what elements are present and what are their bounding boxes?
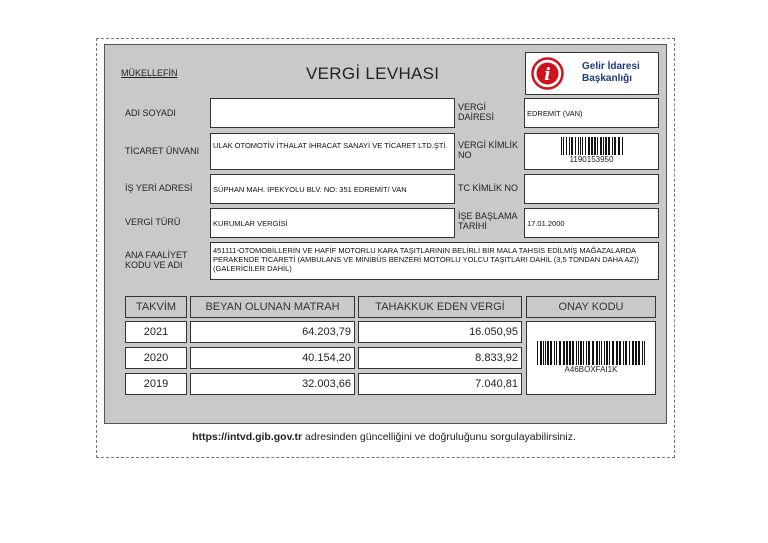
header-vergi: TAHAKKUK EDEN VERGİ — [358, 296, 522, 318]
vergi-kimlik-barcode — [561, 137, 623, 155]
table-row-vergi: 8.833,92 — [358, 347, 522, 369]
vergi-dairesi-value: EDREMİT (VAN) — [524, 98, 659, 128]
ticaret-unvani-value: ULAK OTOMOTİV İTHALAT İHRACAT SANAYİ VE TİCARET LTD.ŞTİ. — [210, 133, 455, 170]
tc-kimlik-value — [524, 174, 659, 204]
logo-line-1: Gelir İdaresi — [582, 61, 640, 72]
page-title: VERGİ LEVHASI — [306, 64, 440, 83]
footer-text: adresinden güncelliğini ve doğruluğunu sorgulayabilirsiniz. — [302, 431, 576, 443]
tc-kimlik-label: TC KİMLİK NO — [458, 183, 519, 193]
onay-kodu-barcode — [537, 341, 647, 365]
is-yeri-label: İŞ YERİ ADRESİ — [125, 183, 193, 193]
table-row-matrah: 64.203,79 — [190, 321, 355, 343]
header-takvim: TAKVİM — [125, 296, 187, 318]
table-row-year: 2020 — [125, 347, 187, 369]
header-onay-kodu: ONAY KODU — [526, 296, 656, 318]
table-row-matrah: 40.154,20 — [190, 347, 355, 369]
table-row-year: 2021 — [125, 321, 187, 343]
vergi-kimlik-label: VERGİ KİMLİK NO — [458, 140, 519, 160]
onay-kodu-box — [526, 321, 656, 395]
vergi-kimlik-number: 1190153950 — [569, 155, 614, 164]
onay-kodu-value: A46BOXFAI1K — [564, 365, 618, 374]
table-row-year: 2019 — [125, 373, 187, 395]
vergi-kimlik-box — [524, 133, 659, 170]
table-row-vergi: 7.040,81 — [358, 373, 522, 395]
ise-baslama-value: 17.01.2000 — [524, 208, 659, 238]
adi-soyadi-value — [210, 98, 455, 128]
ise-baslama-label: İŞE BAŞLAMA TARİHİ — [458, 211, 518, 231]
logo-text — [582, 61, 640, 85]
verification-link[interactable]: https://intvd.gib.gov.tr — [192, 431, 303, 443]
adi-soyadi-label: ADI SOYADI — [125, 108, 176, 118]
logo-line-2: Başkanlığı — [582, 73, 633, 84]
vergi-turu-label: VERGİ TÜRÜ — [125, 217, 181, 227]
table-row-vergi: 16.050,95 — [358, 321, 522, 343]
footer-note — [0, 431, 768, 443]
table-row-matrah: 32.003,66 — [190, 373, 355, 395]
gib-logo — [525, 52, 659, 95]
is-yeri-value: SÜPHAN MAH. İPEKYOLU BLV. NO: 351 EDREMİT/ VAN — [210, 174, 455, 204]
faaliyet-label: ANA FAALİYET KODU VE ADI — [125, 250, 188, 270]
gib-logo-icon — [531, 57, 564, 90]
mukellef-label: MÜKELLEFİN — [121, 68, 178, 78]
svg-text:i: i — [544, 65, 551, 85]
ticaret-unvani-label: TİCARET ÜNVANI — [125, 146, 200, 156]
vergi-turu-value: KURUMLAR VERGİSİ — [210, 208, 455, 238]
vergi-dairesi-label: VERGİ DAİRESİ — [458, 102, 495, 122]
header-matrah: BEYAN OLUNAN MATRAH — [190, 296, 355, 318]
faaliyet-value: 451111-OTOMOBİLLERİN VE HAFİF MOTORLU KARA TAŞITLARININ BELİRLİ BİR MALA TAHSİS EDİLMİŞ MAĞAZALARDA PERAKENDE TİCARETİ (AMBULANS VE MİNİBÜS BENZERİ MOTORLU YOLCU TAŞITLARI DAHİL (3,5 TONDAN DAHA AZ)) (GALERİCİLER DAHİL) — [210, 242, 659, 280]
